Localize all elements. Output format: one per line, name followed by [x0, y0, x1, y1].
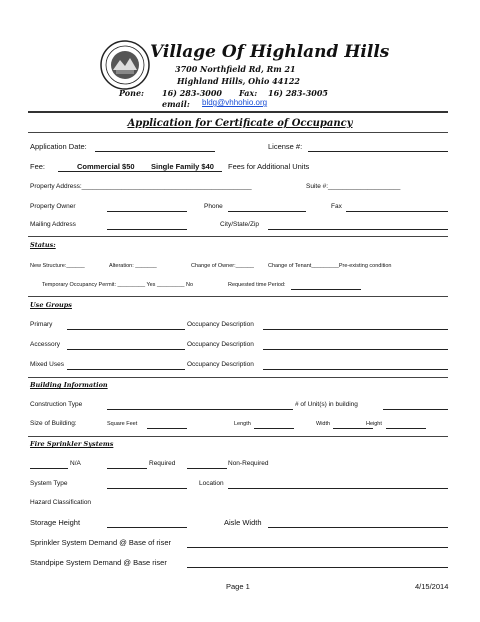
- accessory-occupancy-field[interactable]: [263, 349, 448, 350]
- primary-occupancy-field[interactable]: [263, 329, 448, 330]
- square-feet-field[interactable]: [147, 428, 187, 429]
- non-required-label: Non-Required: [228, 460, 269, 467]
- sprinkler-demand-label: Sprinkler System Demand @ Base of riser: [30, 538, 171, 547]
- change-tenant-field[interactable]: Change of Tenant_________Pre-existing condition: [268, 263, 392, 269]
- storage-height-label: Storage Height: [30, 518, 81, 527]
- required-label: Required: [149, 460, 176, 467]
- license-field[interactable]: [308, 151, 448, 152]
- mailing-address-label: Mailing Address: [30, 221, 76, 228]
- units-label: # of Unit(s) in building: [295, 401, 358, 408]
- change-owner-field[interactable]: Change of Owner:______: [191, 263, 254, 269]
- construction-type-field[interactable]: [107, 409, 293, 410]
- fee-commercial: Commercial $50: [77, 162, 135, 171]
- fee-additional: Fees for Additional Units: [228, 162, 310, 171]
- phone-label: Pone:: [119, 88, 144, 98]
- construction-type-label: Construction Type: [30, 401, 83, 408]
- mailing-address-field[interactable]: [107, 229, 187, 230]
- primary-occupancy-label: Occupancy Description: [187, 321, 254, 328]
- width-field[interactable]: [333, 428, 373, 429]
- new-structure-field[interactable]: New Structure:______: [30, 263, 85, 269]
- status-heading: Status:: [30, 241, 56, 249]
- building-divider: [28, 377, 448, 378]
- requested-time-label: Requested time Period:: [228, 282, 286, 288]
- aisle-width-field[interactable]: [268, 527, 448, 528]
- status-divider: [28, 236, 448, 237]
- phone-field-label: Phone: [204, 203, 223, 210]
- height-label: Height: [366, 421, 382, 427]
- fee-label: Fee:: [30, 162, 46, 171]
- form-title: Application for Certificate of Occupancy: [127, 118, 353, 129]
- size-of-building-label: Size of Building:: [30, 420, 77, 427]
- application-date-label: Application Date:: [30, 142, 87, 151]
- fee-underline: [58, 171, 222, 172]
- village-title: Village Of Highland Hills: [150, 42, 390, 62]
- property-owner-label: Property Owner: [30, 203, 76, 210]
- width-label: Width: [316, 421, 331, 427]
- fee-single-family: Single Family $40: [151, 162, 214, 171]
- accessory-label: Accessory: [30, 341, 60, 348]
- aisle-width-label: Aisle Width: [224, 518, 262, 527]
- units-field[interactable]: [383, 409, 448, 410]
- fax-field-label: Fax: [331, 203, 342, 210]
- mixed-uses-field[interactable]: [67, 369, 185, 370]
- building-heading: Building Information: [30, 381, 108, 389]
- title-divider: [28, 132, 448, 133]
- sprinkler-demand-field[interactable]: [187, 547, 448, 548]
- na-field[interactable]: [30, 468, 68, 469]
- standpipe-demand-field[interactable]: [187, 567, 448, 568]
- village-seal-logo: [100, 40, 150, 90]
- system-type-label: System Type: [30, 480, 68, 487]
- non-required-field[interactable]: [187, 468, 227, 469]
- fax-label: Fax:: [239, 88, 258, 98]
- location-field[interactable]: [228, 488, 448, 489]
- requested-time-field[interactable]: [291, 289, 361, 290]
- mixed-occupancy-label: Occupancy Description: [187, 361, 254, 368]
- alteration-field[interactable]: Alteration: _______: [109, 263, 157, 269]
- address-line-2: Highland Hills, Ohio 44122: [177, 76, 300, 86]
- header-divider: [28, 111, 448, 113]
- use-groups-divider: [28, 296, 448, 297]
- storage-height-field[interactable]: [107, 527, 187, 528]
- license-label: License #:: [268, 142, 303, 151]
- system-type-field[interactable]: [107, 488, 187, 489]
- location-label: Location: [199, 480, 224, 487]
- fax-field[interactable]: [346, 211, 448, 212]
- length-label: Length: [234, 421, 251, 427]
- primary-field[interactable]: [67, 329, 185, 330]
- application-date-field[interactable]: [95, 151, 215, 152]
- accessory-field[interactable]: [67, 349, 185, 350]
- phone-value: 16) 283-3000: [162, 88, 222, 98]
- na-label: N/A: [70, 460, 81, 467]
- sprinkler-divider: [28, 436, 448, 437]
- sprinkler-heading: Fire Sprinkler Systems: [30, 440, 114, 448]
- property-address-field[interactable]: Property Address:_______________________________________________: [30, 183, 252, 190]
- height-field[interactable]: [386, 428, 426, 429]
- primary-label: Primary: [30, 321, 53, 328]
- city-state-zip-label: City/State/Zip: [220, 221, 260, 228]
- required-field[interactable]: [107, 468, 147, 469]
- phone-field[interactable]: [228, 211, 306, 212]
- use-groups-heading: Use Groups: [30, 301, 72, 309]
- footer-date: 4/15/2014: [415, 582, 449, 591]
- city-state-zip-field[interactable]: [268, 229, 448, 230]
- standpipe-demand-label: Standpipe System Demand @ Base riser: [30, 558, 167, 567]
- property-owner-field[interactable]: [107, 211, 187, 212]
- length-field[interactable]: [254, 428, 294, 429]
- square-feet-label: Square Feet: [107, 421, 138, 427]
- email-link[interactable]: bldg@vhhohio.org: [202, 98, 268, 107]
- hazard-classification-label: Hazard Classification: [30, 499, 92, 506]
- address-line-1: 3700 Northfield Rd, Rm 21: [175, 64, 296, 74]
- email-label: email:: [162, 99, 190, 109]
- temporary-occupancy-field[interactable]: Temporary Occupancy Permit: _________ Yes _________ No: [42, 282, 194, 288]
- mixed-occupancy-field[interactable]: [263, 369, 448, 370]
- fax-value: 16) 283-3005: [268, 88, 328, 98]
- mixed-uses-label: Mixed Uses: [30, 361, 64, 368]
- page-number: Page 1: [226, 582, 250, 591]
- accessory-occupancy-label: Occupancy Description: [187, 341, 254, 348]
- suite-field[interactable]: Suite #:____________________: [306, 183, 401, 190]
